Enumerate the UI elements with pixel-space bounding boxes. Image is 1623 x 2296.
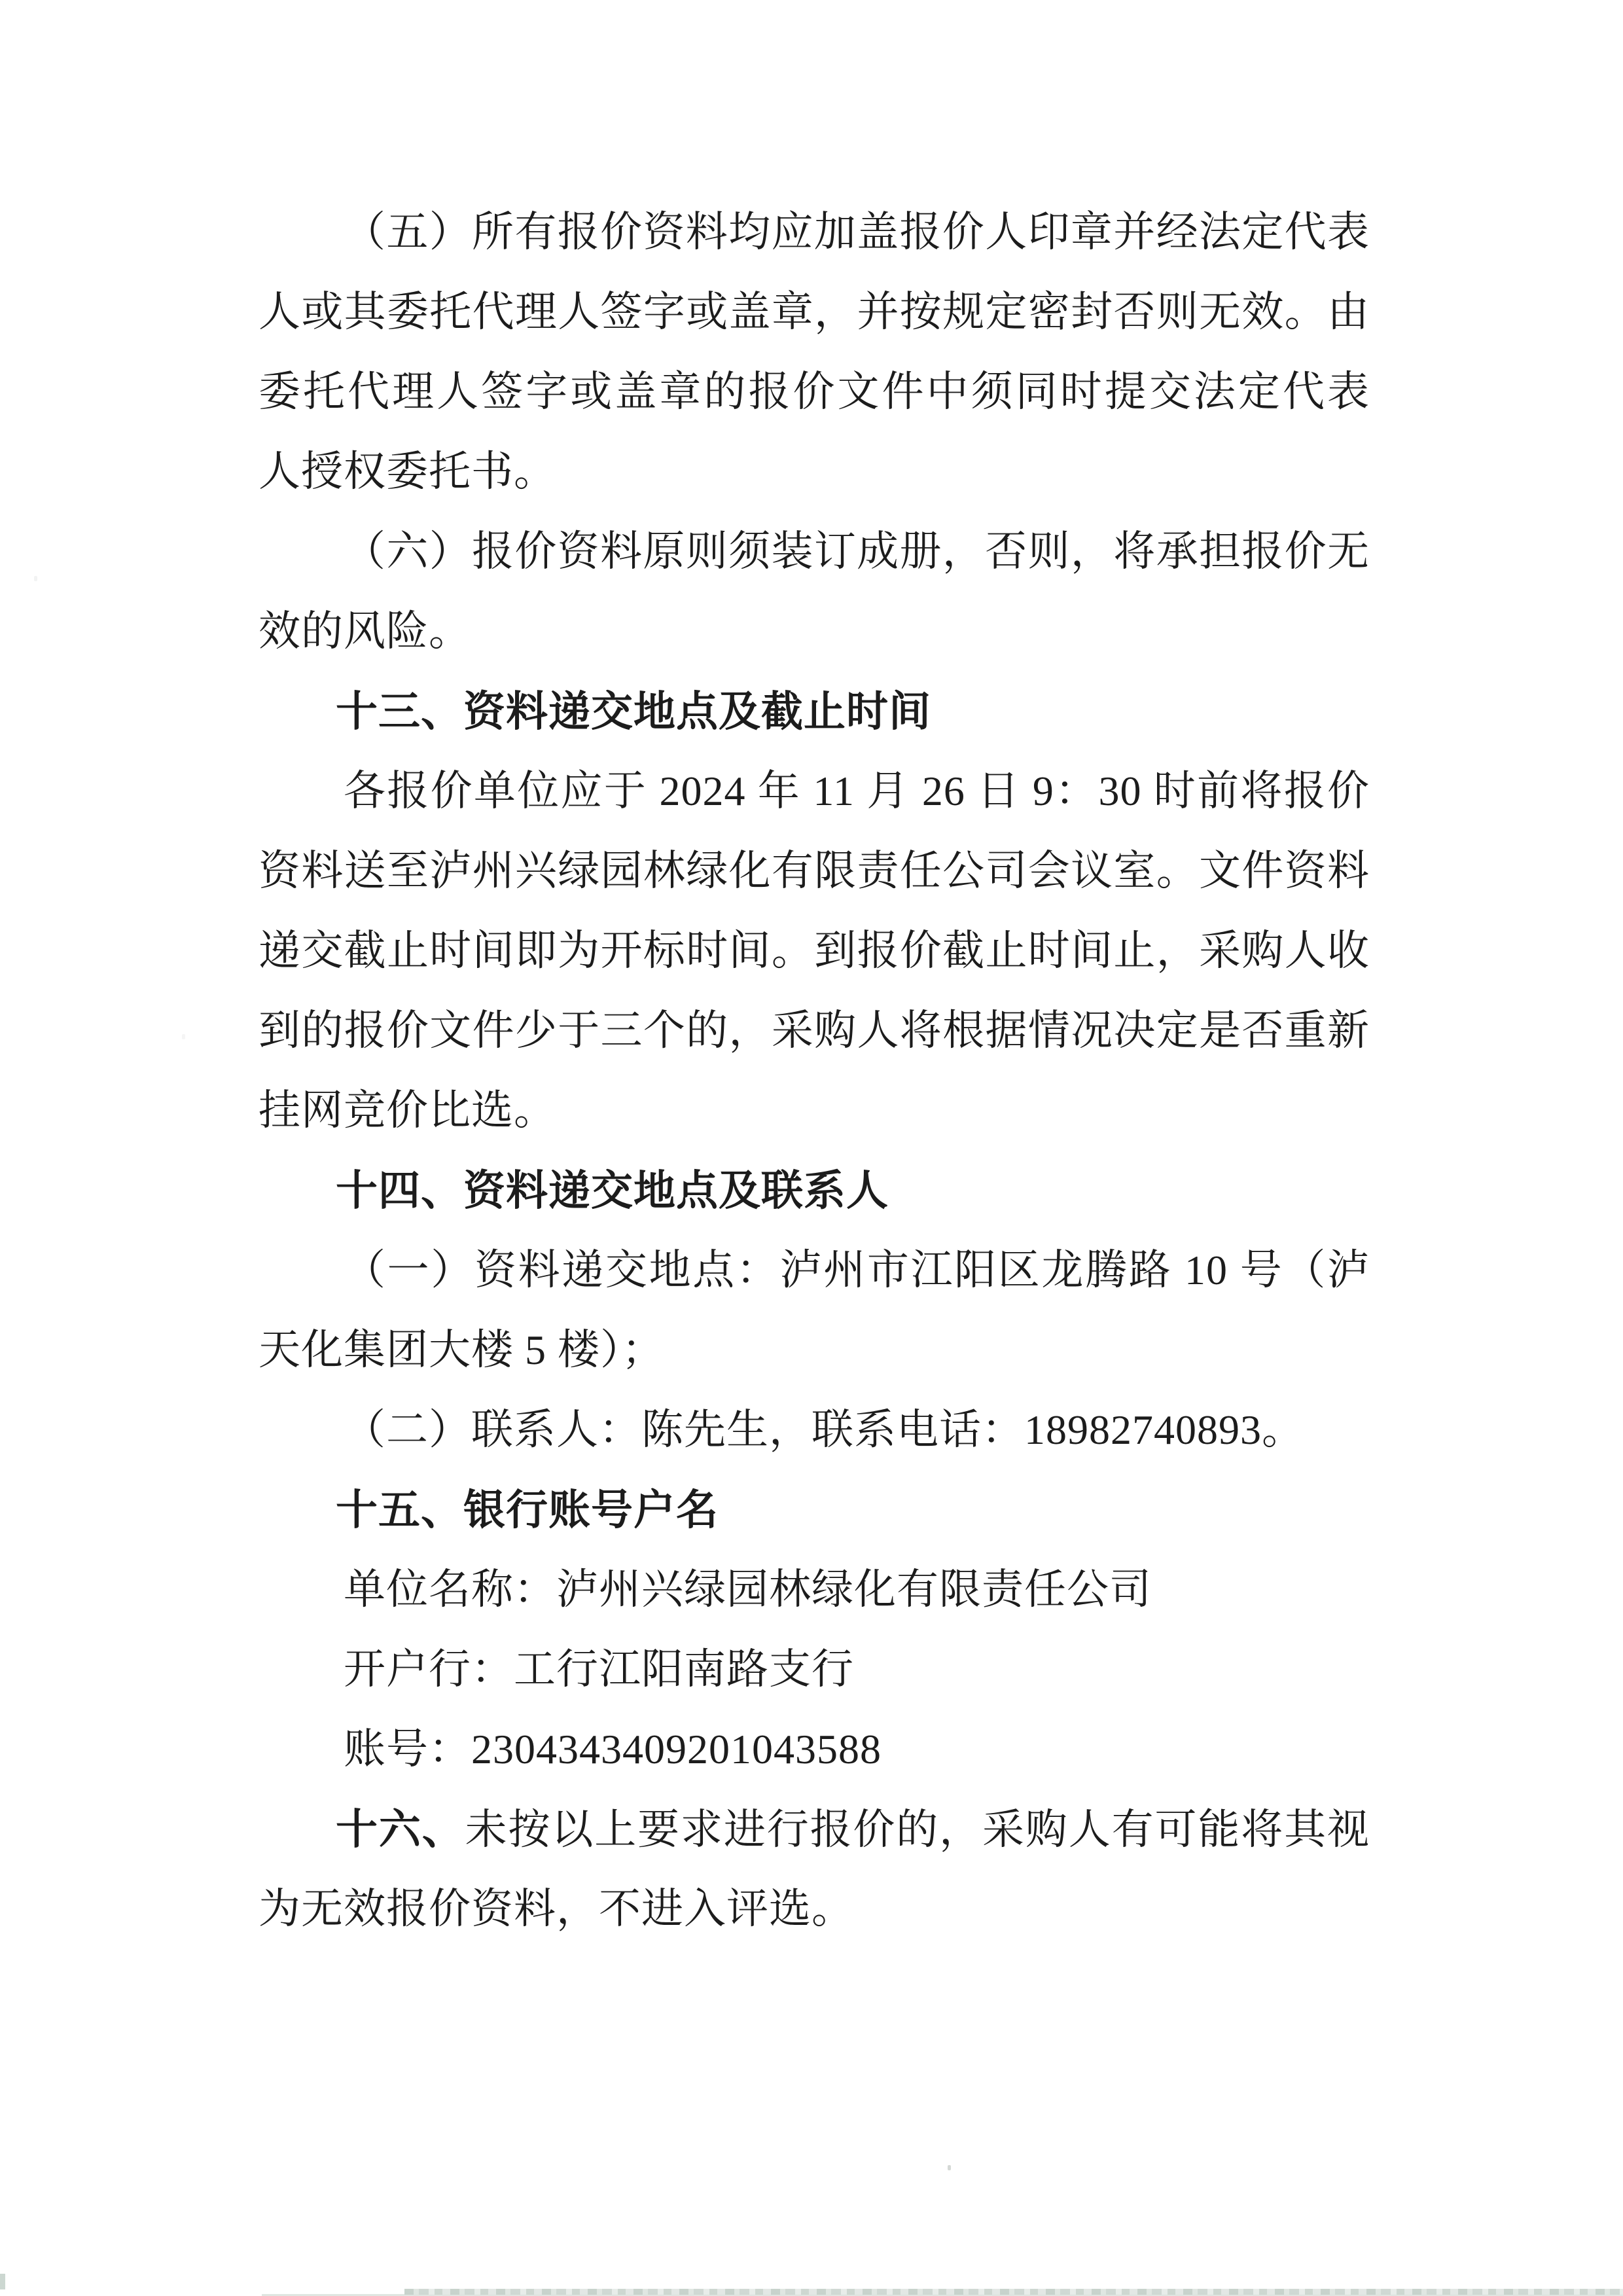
delivery-address-line1: （一）资料递交地点：泸州市江阳区龙腾路 10 号（泸 xyxy=(344,1247,1370,1293)
clause5-line1: （五）所有报价资料均应加盖报价人印章并经法定代表 xyxy=(344,209,1370,255)
section13-line4: 到的报价文件少于三个的，采购人将根据情况决定是否重新 xyxy=(259,1007,1370,1054)
section13-line1: 各报价单位应于 2024 年 11 月 26 日 9：30 时前将报价 xyxy=(344,768,1370,814)
section-heading-13: 十三、资料递交地点及截止时间 xyxy=(336,688,931,735)
bank-branch-line: 开户行：工行江阳南路支行 xyxy=(344,1646,854,1693)
scan-bottom-edge-artifact xyxy=(404,2289,1623,2295)
section16-line2: 为无效报价资料，不进入评选。 xyxy=(259,1886,854,1932)
clause5-line2: 人或其委托代理人签字或盖章，并按规定密封否则无效。由 xyxy=(259,289,1370,335)
account-number-line: 账号：2304343409201043588 xyxy=(344,1726,882,1772)
section16-body-start: 未按以上要求进行报价的，采购人有可能将其视 xyxy=(465,1806,1370,1853)
document-text-block xyxy=(259,192,1370,1949)
clause6-line2: 效的风险。 xyxy=(259,608,471,655)
clause6-line1: （六）报价资料原则须装订成册，否则，将承担报价无 xyxy=(344,528,1370,575)
section-heading-14: 十四、资料递交地点及联系人 xyxy=(336,1167,889,1214)
scan-left-edge-tick xyxy=(0,2274,5,2289)
clause5-line3: 委托代理人签字或盖章的报价文件中须同时提交法定代表 xyxy=(259,368,1370,415)
section13-line5: 挂网竞价比选。 xyxy=(259,1087,556,1134)
section16-heading-lead: 十六、 xyxy=(336,1806,465,1853)
section-heading-15: 十五、银行账号户名 xyxy=(336,1486,719,1534)
scan-speck xyxy=(182,1034,185,1039)
section13-line3: 递交截止时间即为开标时间。到报价截止时间止，采购人收 xyxy=(259,927,1370,974)
scan-speck xyxy=(34,576,37,581)
contact-person-line: （二）联系人：陈先生，联系电话：18982740893。 xyxy=(344,1407,1304,1453)
section16-line1 xyxy=(259,1789,1370,1869)
delivery-address-line2: 天化集团大楼 5 楼）； xyxy=(259,1327,664,1373)
org-name-line: 单位名称：泸州兴绿园林绿化有限责任公司 xyxy=(344,1566,1152,1613)
scan-speck xyxy=(948,2165,951,2170)
clause5-line4: 人授权委托书。 xyxy=(259,448,556,495)
section13-line2: 资料送至泸州兴绿园林绿化有限责任公司会议室。文件资料 xyxy=(259,848,1370,894)
